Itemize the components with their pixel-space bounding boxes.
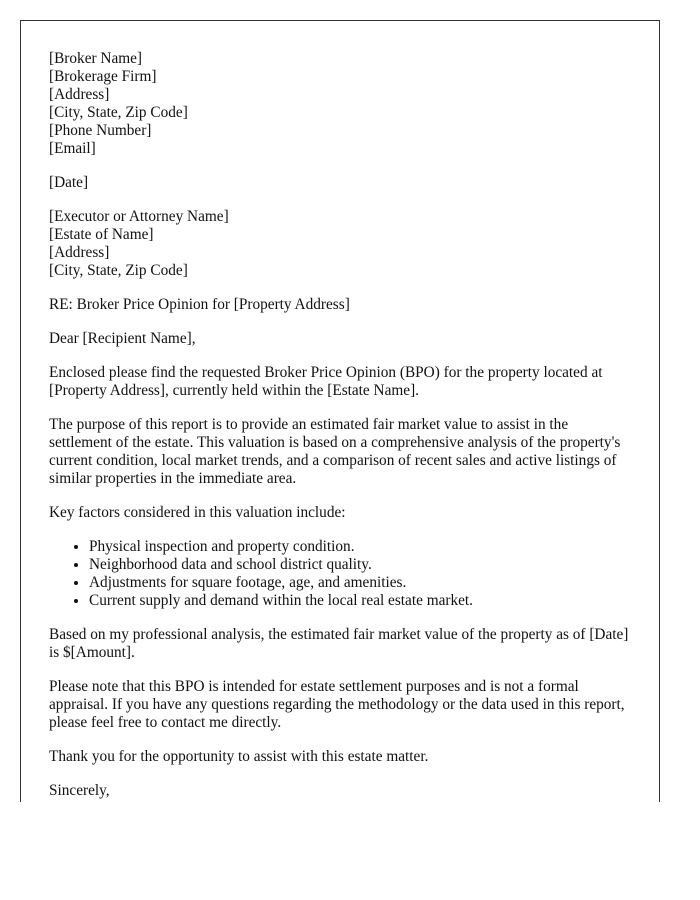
sender-email: [Email] xyxy=(49,140,96,157)
sender-address: [Address] xyxy=(49,86,110,103)
purpose-paragraph: The purpose of this report is to provide an estimated fair market value to assist in the settlement of the estate. This valuation is based on a comprehensive analysis of the property's current condition, local market trends, and a comparison of recent sales and active listings of similar properties in the immediate area. xyxy=(49,416,621,487)
recipient-estate: [Estate of Name] xyxy=(49,226,154,243)
sender-brokerage-firm: [Brokerage Firm] xyxy=(49,68,157,85)
recipient-city-state-zip: [City, State, Zip Code] xyxy=(49,262,188,279)
sender-block xyxy=(49,50,631,158)
sender-phone: [Phone Number] xyxy=(49,122,152,139)
list-item: • Adjustments for square footage, age, and amenities. xyxy=(89,574,631,592)
letter-date: [Date] xyxy=(49,174,89,191)
note-paragraph: Please note that this BPO is intended for estate settlement purposes and is not a formal appraisal. If you have any questions regarding the methodology or the data used in this report, please feel free to contact me directly. xyxy=(49,678,625,731)
factors-intro: Key factors considered in this valuation include: xyxy=(49,504,346,521)
list-item: • Physical inspection and property condition. xyxy=(89,538,631,556)
letter-page xyxy=(20,20,660,802)
list-item: • Neighborhood data and school district quality. xyxy=(89,556,631,574)
intro-paragraph: Enclosed please find the requested Broker Price Opinion (BPO) for the property located at [Property Address], currently held within the [Estate Name]. xyxy=(49,364,603,399)
closing: Sincerely, xyxy=(49,782,110,799)
valuation-paragraph: Based on my professional analysis, the estimated fair market value of the property as of [Date] is $[Amount]. xyxy=(49,626,629,661)
list-item: • Current supply and demand within the local real estate market. xyxy=(89,592,631,610)
factors-list xyxy=(49,538,631,610)
sender-city-state-zip: [City, State, Zip Code] xyxy=(49,104,188,121)
recipient-block xyxy=(49,208,631,280)
thanks-paragraph: Thank you for the opportunity to assist with this estate matter. xyxy=(49,748,429,765)
subject-line: RE: Broker Price Opinion for [Property Address] xyxy=(49,296,350,313)
sender-broker-name: [Broker Name] xyxy=(49,50,143,67)
recipient-name: [Executor or Attorney Name] xyxy=(49,208,229,225)
salutation: Dear [Recipient Name], xyxy=(49,330,196,347)
recipient-address: [Address] xyxy=(49,244,110,261)
